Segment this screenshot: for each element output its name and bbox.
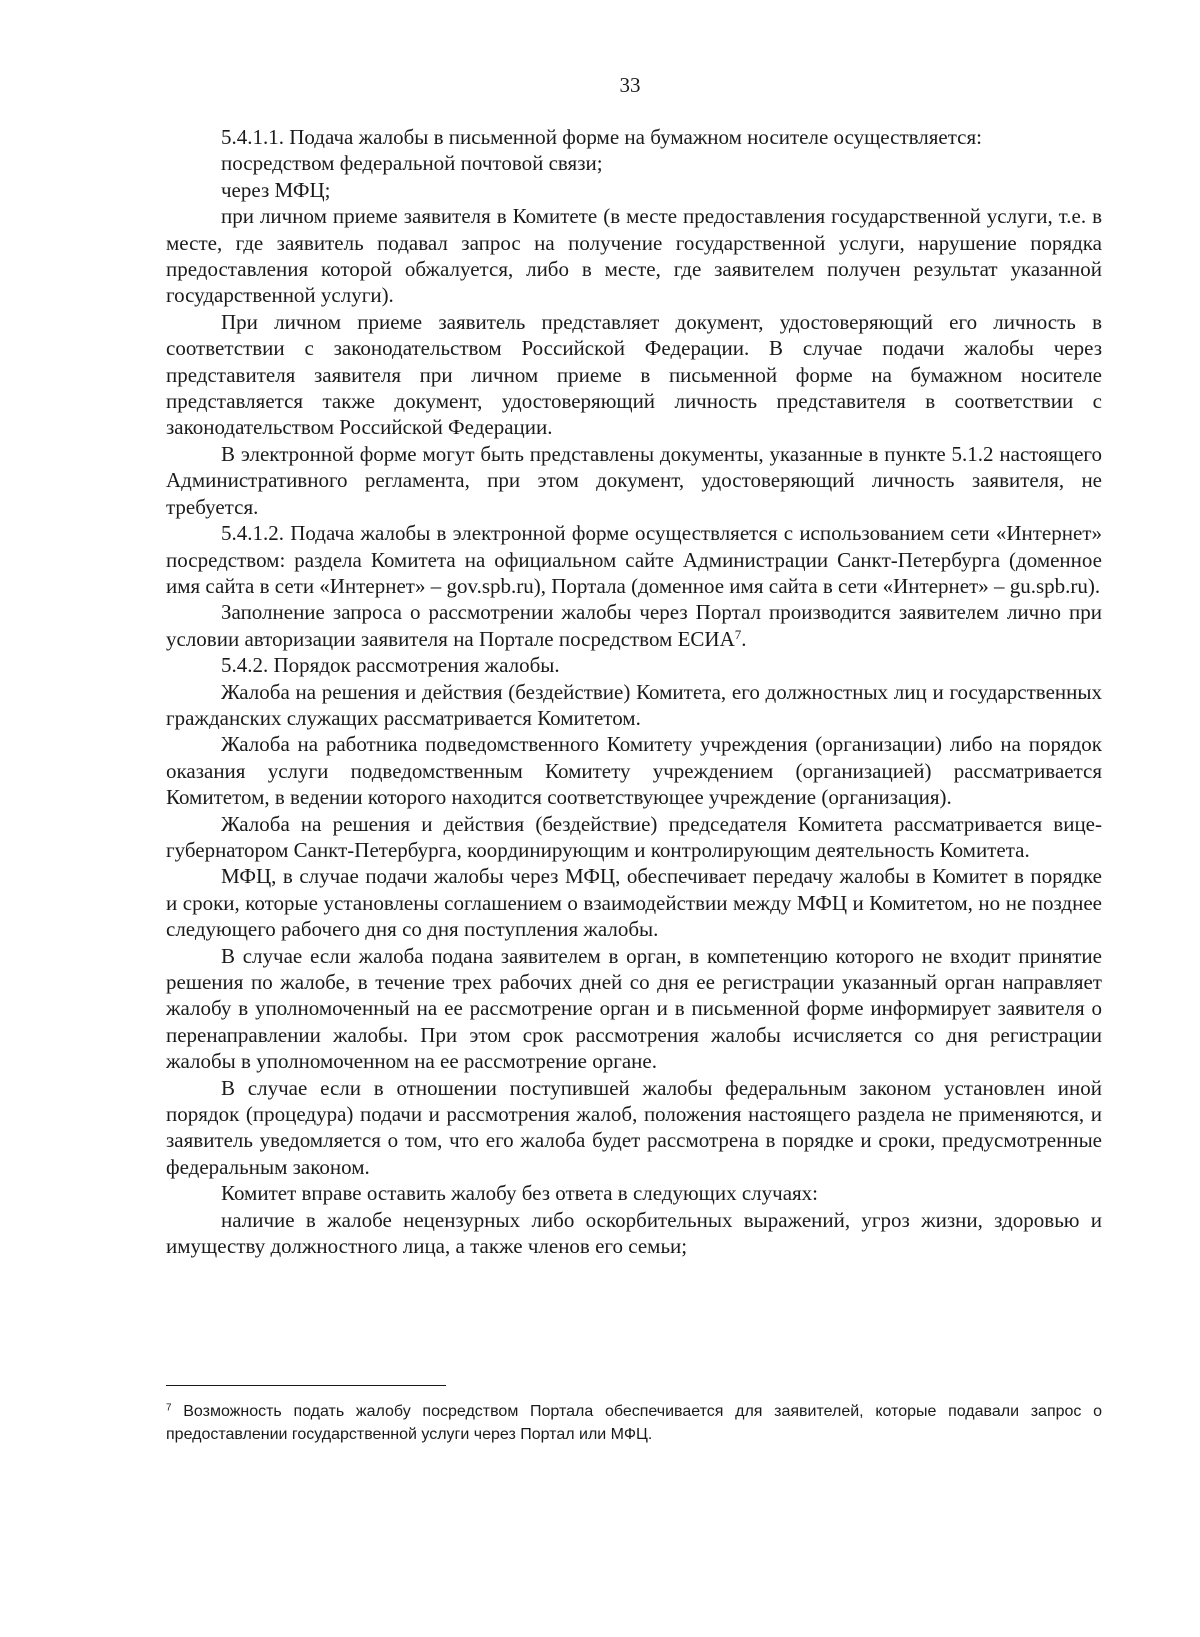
footnote-divider bbox=[166, 1385, 446, 1386]
paragraph: В случае если жалоба подана заявителем в орган, в компетенцию которого не входит принятие решения по жалобе, в течение трех рабочих дней со дня ее регистрации указанный орган направляет жалобу в уполномоченный на ее рассмотрение орган и в письменной форме информирует заявителя о перенаправлении жалобы. При этом срок рассмотрения жалобы исчисляется со дня регистрации жалобы в уполномоченном на ее рассмотрение органе. bbox=[166, 943, 1102, 1074]
paragraph: Жалоба на решения и действия (бездействие) Комитета, его должностных лиц и государственных гражданских служащих рассматривается Комитетом. bbox=[166, 679, 1102, 730]
page-number: 33 bbox=[619, 73, 641, 97]
paragraph-text: Заполнение запроса о рассмотрении жалобы через Портал производится заявителем лично при условии авторизации заявителя на Портале посредством ЕСИА bbox=[166, 600, 1102, 651]
paragraph: Комитет вправе оставить жалобу без ответа в следующих случаях: bbox=[221, 1181, 819, 1206]
paragraph: 5.4.2. Порядок рассмотрения жалобы. bbox=[221, 653, 560, 678]
footnote-text: Возможность подать жалобу посредством Портала обеспечивается для заявителей, которые подавали запрос о предоставлении государственной услуги через Портал или МФЦ. bbox=[166, 1403, 1102, 1443]
paragraph: Жалоба на решения и действия (бездействие) председателя Комитета рассматривается вице-губернатором Санкт-Петербурга, координирующим и контролирующим деятельность Комитета. bbox=[166, 811, 1102, 862]
footnote-reference: 7 bbox=[734, 626, 742, 642]
paragraph-end: . bbox=[741, 626, 747, 651]
paragraph: В электронной форме могут быть представлены документы, указанные в пункте 5.1.2 настоящего Административного регламента, при этом документ, удостоверяющий личность заявителя, не требуется. bbox=[166, 441, 1102, 519]
paragraph: 5.4.1.1. Подача жалобы в письменной форме на бумажном носителе осуществляется: bbox=[221, 125, 982, 149]
paragraph: наличие в жалобе нецензурных либо оскорбительных выражений, угроз жизни, здоровью и имуществу должностного лица, а также членов его семьи; bbox=[166, 1207, 1102, 1259]
paragraph: 5.4.1.2. Подача жалобы в электронной форме осуществляется с использованием сети «Интернет» посредством: раздела Комитета на официальном сайте Администрации Санкт-Петербурга (доменное имя сайта в сети «Интернет» – gov.spb.ru), Портала (доменное имя сайта в сети «Интернет» – gu.spb.ru). bbox=[166, 521, 1102, 598]
paragraph-with-footnote bbox=[166, 599, 1102, 652]
paragraph: посредством федеральной почтовой связи; bbox=[221, 151, 603, 176]
paragraph: При личном приеме заявитель представляет документ, удостоверяющий его личность в соответствии с законодательством Российской Федерации. В случае подачи жалобы через представителя заявителя при личном приеме в письменной форме на бумажном носителе представляется также документ, удостоверяющий личность представителя в соответствии с законодательством Российской Федерации. bbox=[166, 309, 1102, 440]
footnote-mark: 7 bbox=[166, 1402, 172, 1414]
paragraph: Жалоба на работника подведомственного Комитету учреждения (организации) либо на порядок оказания услуги подведомственным Комитету учреждением (организацией) рассматривается Комитетом, в ведении которого находится соответствующее учреждение (организация). bbox=[166, 732, 1102, 810]
footnote bbox=[166, 1400, 1102, 1446]
paragraph: через МФЦ; bbox=[221, 177, 331, 202]
paragraph: при личном приеме заявителя в Комитете (в месте предоставления государственной услуги, т.е. в месте, где заявитель подавал запрос на получение государственной услуги, нарушение порядка предоставления которой обжалуется, либо в месте, где заявителем получен результат указанной государственной услуги). bbox=[166, 204, 1102, 308]
document-body bbox=[166, 124, 1102, 1259]
paragraph: В случае если в отношении поступившей жалобы федеральным законом установлен иной порядок (процедура) подачи и рассмотрения жалоб, положения настоящего раздела не применяются, и заявитель уведомляется о том, что его жалоба будет рассмотрена в порядке и сроки, предусмотренные федеральным законом. bbox=[166, 1075, 1102, 1179]
paragraph: МФЦ, в случае подачи жалобы через МФЦ, обеспечивает передачу жалобы в Комитет в порядке и сроки, которые установлены соглашением о взаимодействии между МФЦ и Комитетом, но не позднее следующего рабочего дня со дня поступления жалобы. bbox=[166, 864, 1102, 942]
